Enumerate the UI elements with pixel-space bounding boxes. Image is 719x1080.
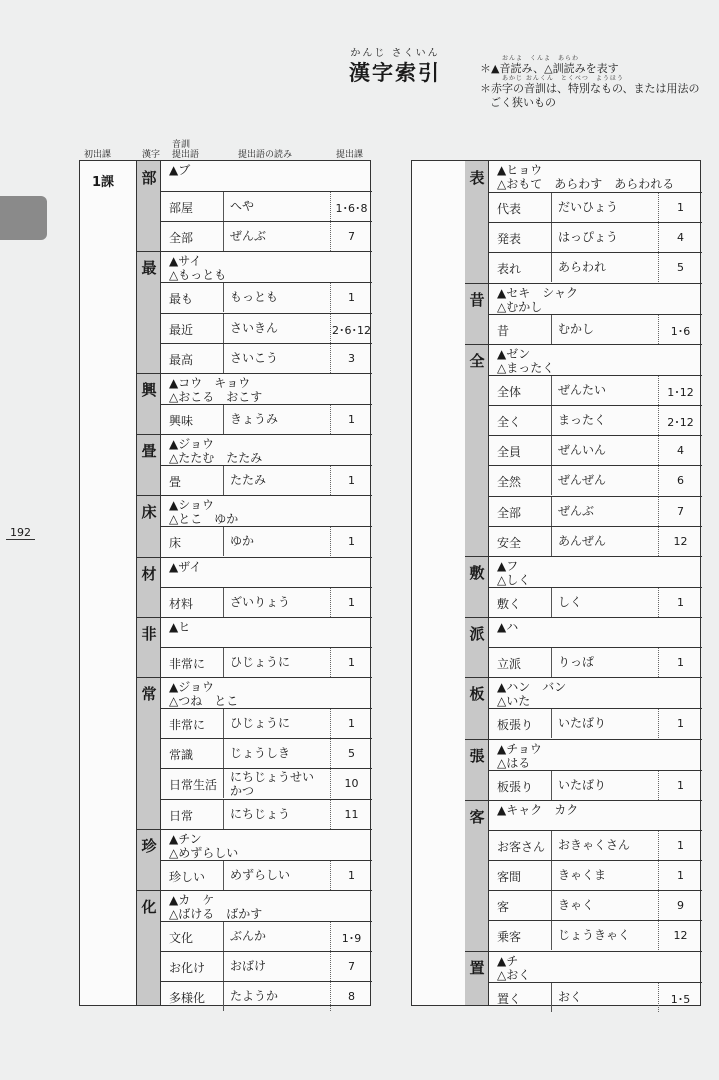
- lesson-number-cell: 7: [330, 952, 372, 981]
- word-cell: 畳: [161, 466, 224, 495]
- word-cell: 全体: [489, 376, 552, 405]
- lesson-number-cell: 1: [330, 405, 372, 434]
- yomi-cell: はっぴょう: [558, 230, 619, 245]
- lesson-number-cell: 1: [330, 648, 372, 677]
- word-cell: 非常に: [161, 648, 224, 677]
- lesson-number-cell: 1･6: [658, 315, 702, 344]
- yomi-cell: ぜんたい: [558, 382, 607, 397]
- lesson-number-cell: 1: [658, 709, 702, 738]
- reading-cell: [161, 617, 372, 647]
- yomi-cell: おばけ: [230, 959, 267, 974]
- kanji-entry: [465, 344, 702, 556]
- reading-line: △いた: [497, 694, 531, 709]
- reading-line: ▲チョウ: [497, 741, 542, 756]
- word-cell: 多様化: [161, 982, 224, 1011]
- yomi-cell: ぶんか: [230, 929, 267, 943]
- lesson-number-cell: 1･9: [330, 922, 372, 951]
- kanji-cell: 床: [141, 503, 157, 522]
- lesson-number-cell: 1･5: [658, 983, 702, 1012]
- word-cell: 最近: [161, 314, 224, 343]
- lesson-number-cell: 5: [658, 253, 702, 282]
- reading-line: ▲チ: [497, 953, 519, 968]
- reading-line: △おこる おこす: [169, 390, 263, 404]
- yomi-cell: おきゃくさん: [558, 837, 631, 852]
- reading-cell: [161, 677, 372, 708]
- kanji-entry: [137, 161, 372, 251]
- kanji-entry: [137, 251, 372, 373]
- lesson-number-cell: 4: [658, 436, 702, 465]
- lesson-number-cell: 1: [330, 861, 372, 890]
- word-cell: 全く: [489, 406, 552, 435]
- word-row: [489, 314, 702, 344]
- word-cell: 置く: [489, 983, 552, 1012]
- reading-cell: [489, 677, 702, 708]
- yomi-cell: まったく: [558, 412, 607, 427]
- yomi-cell: にちじょうせい かつ: [230, 770, 315, 799]
- yomi-cell: あんぜん: [558, 533, 607, 548]
- kanji-cell: 昔: [469, 290, 485, 309]
- word-cell: お客さん: [489, 831, 552, 860]
- reading-cell: [489, 617, 702, 647]
- word-row: [161, 951, 372, 981]
- reading-cell: [489, 344, 702, 375]
- word-row: [489, 465, 702, 495]
- yomi-cell: ぜんぶ: [230, 229, 267, 244]
- word-row: [489, 192, 702, 222]
- kanji-cell: 客: [469, 807, 485, 826]
- word-cell: 床: [161, 527, 224, 556]
- reading-cell: [161, 251, 372, 282]
- word-cell: 全員: [489, 436, 552, 465]
- word-cell: 全部: [161, 222, 224, 251]
- kanji-cell: 表: [469, 169, 485, 187]
- reading-cell: [489, 283, 702, 314]
- title-ruby: かんじ さくいん: [350, 48, 440, 59]
- lesson-number-cell: 1: [658, 831, 702, 860]
- reading-line: △もっとも: [169, 268, 227, 283]
- kanji-entry: [137, 495, 372, 556]
- yomi-cell: じょうきゃく: [558, 928, 631, 943]
- word-cell: 材料: [161, 588, 224, 617]
- lesson-number-cell: 4: [658, 223, 702, 252]
- yomi-cell: あらわれ: [558, 260, 607, 275]
- word-cell: 最高: [161, 344, 224, 373]
- lesson-number-cell: 8: [330, 982, 372, 1011]
- word-cell: 最も: [161, 283, 224, 312]
- word-row: [161, 708, 372, 738]
- word-cell: 昔: [489, 315, 552, 344]
- reading-line: ▲セキ シャク: [497, 285, 578, 300]
- word-cell: 表れ: [489, 253, 552, 282]
- lesson-number-cell: 12: [658, 527, 702, 556]
- lesson-number-cell: 1: [330, 527, 372, 556]
- yomi-cell: たたみ: [230, 473, 267, 488]
- word-cell: 安全: [489, 527, 552, 556]
- kanji-cell: 常: [141, 685, 157, 703]
- kanji-cell: 非: [141, 624, 157, 643]
- lesson-number-cell: 1: [330, 709, 372, 738]
- reading-line: ▲ゼン: [497, 346, 531, 361]
- yomi-cell: めずらしい: [230, 867, 291, 882]
- lesson-number-cell: 6: [658, 466, 702, 495]
- word-cell: 客: [489, 891, 552, 920]
- yomi-cell: いたばり: [558, 777, 607, 792]
- kanji-entry: [465, 556, 702, 617]
- reading-line: ▲ハン バン: [497, 680, 567, 695]
- reading-line: △おもて あらわす あらわれる: [497, 177, 675, 191]
- kanji-cell: 興: [141, 381, 157, 399]
- yomi-cell: きゃくま: [558, 867, 607, 882]
- lesson-number-cell: 1: [330, 466, 372, 495]
- reading-line: △たたむ たたみ: [169, 451, 263, 466]
- word-row: [489, 252, 702, 282]
- word-row: [161, 313, 372, 343]
- word-row: [161, 465, 372, 495]
- lesson-number-cell: 1: [658, 771, 702, 800]
- word-row: [489, 890, 702, 920]
- page-title: 漢字索引: [349, 61, 441, 85]
- word-cell: 全部: [489, 497, 552, 526]
- note1-ruby: おんよ くんよ あらわ: [502, 55, 580, 62]
- kanji-entry: [137, 434, 372, 495]
- word-row: [489, 708, 702, 738]
- kanji-entry: [465, 800, 702, 951]
- page-number: 192: [6, 526, 35, 540]
- reading-line: ▲ショウ: [169, 498, 214, 513]
- kanji-entry: [137, 829, 372, 890]
- word-cell: 代表: [489, 193, 552, 222]
- lesson-number-cell: 1: [330, 588, 372, 617]
- kanji-cell: 最: [141, 259, 157, 278]
- yomi-cell: じょうしき: [230, 746, 291, 761]
- reading-line: △つね とこ: [169, 694, 239, 708]
- yomi-cell: だいひょう: [558, 200, 619, 214]
- word-cell: お化け: [161, 952, 224, 981]
- reading-cell: [161, 890, 372, 921]
- kanji-entry: [465, 739, 702, 800]
- yomi-cell: ゆか: [230, 534, 255, 549]
- lesson-number-cell: 1･6･8: [330, 192, 372, 221]
- reading-line: ▲チン: [169, 831, 202, 846]
- yomi-cell: ぜんぶ: [558, 503, 595, 518]
- note2-ruby: あかじ おんくん とくべつ ようほう: [502, 75, 624, 82]
- reading-line: ▲ブ: [169, 163, 191, 177]
- reading-line: ▲キャク カク: [497, 802, 579, 817]
- reading-line: △むかし: [497, 299, 543, 314]
- kanji-cell: 置: [469, 958, 485, 977]
- lesson-column: [80, 161, 137, 1005]
- index-table-left: [79, 160, 371, 1006]
- note-line-1: ＊▲音読み、△訓読みを表す: [480, 62, 619, 75]
- yomi-cell: もっとも: [230, 290, 279, 305]
- kanji-cell: 敷: [469, 564, 485, 582]
- word-row: [489, 435, 702, 465]
- reading-line: ▲ヒョウ: [497, 163, 543, 177]
- kanji-cell: 派: [469, 625, 485, 644]
- word-row: [161, 191, 372, 221]
- lesson-label: 1課: [92, 175, 115, 190]
- yomi-cell: さいきん: [230, 320, 279, 335]
- word-cell: 全然: [489, 466, 552, 495]
- lesson-number-cell: 1: [658, 861, 702, 890]
- reading-cell: [489, 739, 702, 770]
- reading-cell: [161, 161, 372, 191]
- reading-line: △まったく: [497, 360, 555, 375]
- word-row: [489, 405, 702, 435]
- reading-line: ▲ハ: [497, 620, 519, 635]
- index-table-right: [411, 160, 701, 1006]
- kanji-cell: 張: [469, 746, 485, 765]
- word-row: [489, 375, 702, 405]
- word-row: [161, 343, 372, 373]
- section-tab: [0, 196, 47, 240]
- word-cell: 文化: [161, 922, 224, 951]
- col-head-lesson: 初出課: [84, 150, 112, 160]
- word-row: [161, 768, 372, 798]
- reading-cell: [489, 800, 702, 830]
- reading-line: △おく: [497, 967, 531, 982]
- word-row: [489, 860, 702, 890]
- yomi-cell: おく: [558, 989, 583, 1004]
- lesson-number-cell: 7: [330, 222, 372, 251]
- kanji-cell: 珍: [141, 836, 157, 855]
- lesson-number-cell: 11: [330, 800, 372, 829]
- yomi-cell: たようか: [230, 989, 279, 1004]
- reading-line: ▲ジョウ: [169, 437, 214, 452]
- word-cell: 非常に: [161, 709, 224, 738]
- yomi-cell: りっぱ: [558, 655, 595, 670]
- lesson-number-cell: 1: [658, 648, 702, 677]
- word-row: [489, 830, 702, 860]
- yomi-cell: きょうみ: [230, 412, 279, 426]
- reading-line: ▲コウ キョウ: [169, 376, 251, 390]
- lesson-number-cell: 12: [658, 921, 702, 950]
- reading-cell: [161, 557, 372, 587]
- reading-line: △はる: [497, 755, 531, 770]
- yomi-cell: きゃく: [558, 898, 595, 913]
- kanji-entry: [137, 373, 372, 434]
- word-row: [489, 982, 702, 1012]
- word-row: [489, 587, 702, 617]
- kanji-entry: [465, 951, 702, 1012]
- word-cell: 乗客: [489, 921, 552, 950]
- word-row: [161, 587, 372, 617]
- lesson-number-cell: 2･12: [658, 406, 702, 435]
- reading-cell: [161, 434, 372, 465]
- kanji-cell: 板: [469, 685, 485, 704]
- lesson-number-cell: 1: [658, 588, 702, 617]
- kanji-entry: [465, 677, 702, 738]
- word-cell: 日常生活: [161, 769, 224, 798]
- yomi-cell: しく: [558, 595, 583, 609]
- kanji-entry: [465, 617, 702, 677]
- reading-line: △とこ ゆか: [169, 512, 239, 527]
- word-row: [161, 282, 372, 312]
- kanji-entry: [465, 161, 702, 283]
- note-line-2: ＊赤字の音訓は、特別なもの、または用法の: [480, 82, 700, 95]
- word-row: [161, 860, 372, 890]
- kanji-cell: 化: [141, 898, 157, 916]
- kanji-cell: 全: [469, 351, 485, 370]
- col-head-lessons: 提出課: [336, 150, 364, 160]
- lesson-number-cell: 7: [658, 497, 702, 526]
- note-line-3: ごく狭いもの: [490, 96, 556, 109]
- yomi-cell: にちじょう: [230, 806, 291, 821]
- yomi-cell: さいこう: [230, 350, 279, 365]
- reading-cell: [161, 495, 372, 526]
- yomi-cell: へや: [230, 199, 255, 213]
- kanji-entry: [137, 890, 372, 1012]
- yomi-cell: いたばり: [558, 716, 607, 731]
- word-cell: 部屋: [161, 192, 224, 221]
- lesson-number-cell: 2･6･12: [330, 314, 372, 343]
- legend-notes: [480, 56, 715, 110]
- word-row: [161, 647, 372, 677]
- col-head-yomi: 提出語の読み: [238, 150, 293, 160]
- word-row: [489, 222, 702, 252]
- kanji-cell: 部: [141, 169, 157, 187]
- word-row: [161, 799, 372, 829]
- kanji-cell: 畳: [141, 442, 157, 461]
- word-row: [161, 404, 372, 434]
- word-cell: 珍しい: [161, 861, 224, 890]
- reading-cell: [489, 951, 702, 982]
- lesson-number-cell: 1･12: [658, 376, 702, 405]
- yomi-cell: ぜんぜん: [558, 473, 607, 488]
- word-cell: 敷く: [489, 588, 552, 617]
- title-block: [340, 48, 450, 86]
- lesson-number-cell: 1: [330, 283, 372, 312]
- word-cell: 常識: [161, 739, 224, 768]
- reading-line: △ばける ばかす: [169, 907, 263, 921]
- word-cell: 客間: [489, 861, 552, 890]
- word-row: [489, 496, 702, 526]
- word-row: [161, 526, 372, 556]
- kanji-entry: [137, 617, 372, 677]
- word-cell: 立派: [489, 648, 552, 677]
- reading-cell: [489, 161, 702, 192]
- yomi-cell: ひじょうに: [230, 654, 291, 669]
- word-cell: 興味: [161, 405, 224, 434]
- reading-cell: [161, 373, 372, 404]
- word-cell: 日常: [161, 800, 224, 829]
- kanji-cell: 材: [141, 564, 157, 583]
- lesson-number-cell: 5: [330, 739, 372, 768]
- col-head-kanji: 漢字: [142, 150, 161, 160]
- reading-line: △しく: [497, 573, 531, 587]
- word-cell: 板張り: [489, 709, 552, 738]
- kanji-entry: [137, 557, 372, 617]
- reading-line: ▲サイ: [169, 254, 202, 269]
- reading-cell: [161, 829, 372, 860]
- lesson-number-cell: 3: [330, 344, 372, 373]
- reading-line: ▲カ ケ: [169, 893, 215, 907]
- word-cell: 発表: [489, 223, 552, 252]
- word-row: [489, 647, 702, 677]
- word-cell: 板張り: [489, 771, 552, 800]
- lesson-number-cell: 1: [658, 193, 702, 222]
- reading-line: ▲フ: [497, 559, 519, 573]
- word-row: [161, 921, 372, 951]
- word-row: [489, 526, 702, 556]
- lesson-number-cell: 10: [330, 769, 372, 798]
- reading-line: ▲ザイ: [169, 559, 202, 574]
- col-head-onkun: 音訓: [172, 140, 191, 150]
- yomi-cell: むかし: [558, 321, 595, 336]
- yomi-cell: ざいりょう: [230, 594, 291, 609]
- word-row: [161, 738, 372, 768]
- lesson-number-cell: 9: [658, 891, 702, 920]
- kanji-entry: [465, 283, 702, 344]
- reading-line: △めずらしい: [169, 845, 239, 860]
- word-row: [161, 981, 372, 1011]
- word-row: [161, 221, 372, 251]
- reading-cell: [489, 556, 702, 587]
- word-row: [489, 770, 702, 800]
- col-head-word: 提出語: [172, 150, 200, 160]
- reading-line: ▲ジョウ: [169, 680, 214, 694]
- kanji-entry: [137, 677, 372, 829]
- reading-line: ▲ヒ: [169, 619, 191, 634]
- yomi-cell: ひじょうに: [230, 716, 291, 730]
- word-row: [489, 920, 702, 950]
- yomi-cell: ぜんいん: [558, 443, 607, 458]
